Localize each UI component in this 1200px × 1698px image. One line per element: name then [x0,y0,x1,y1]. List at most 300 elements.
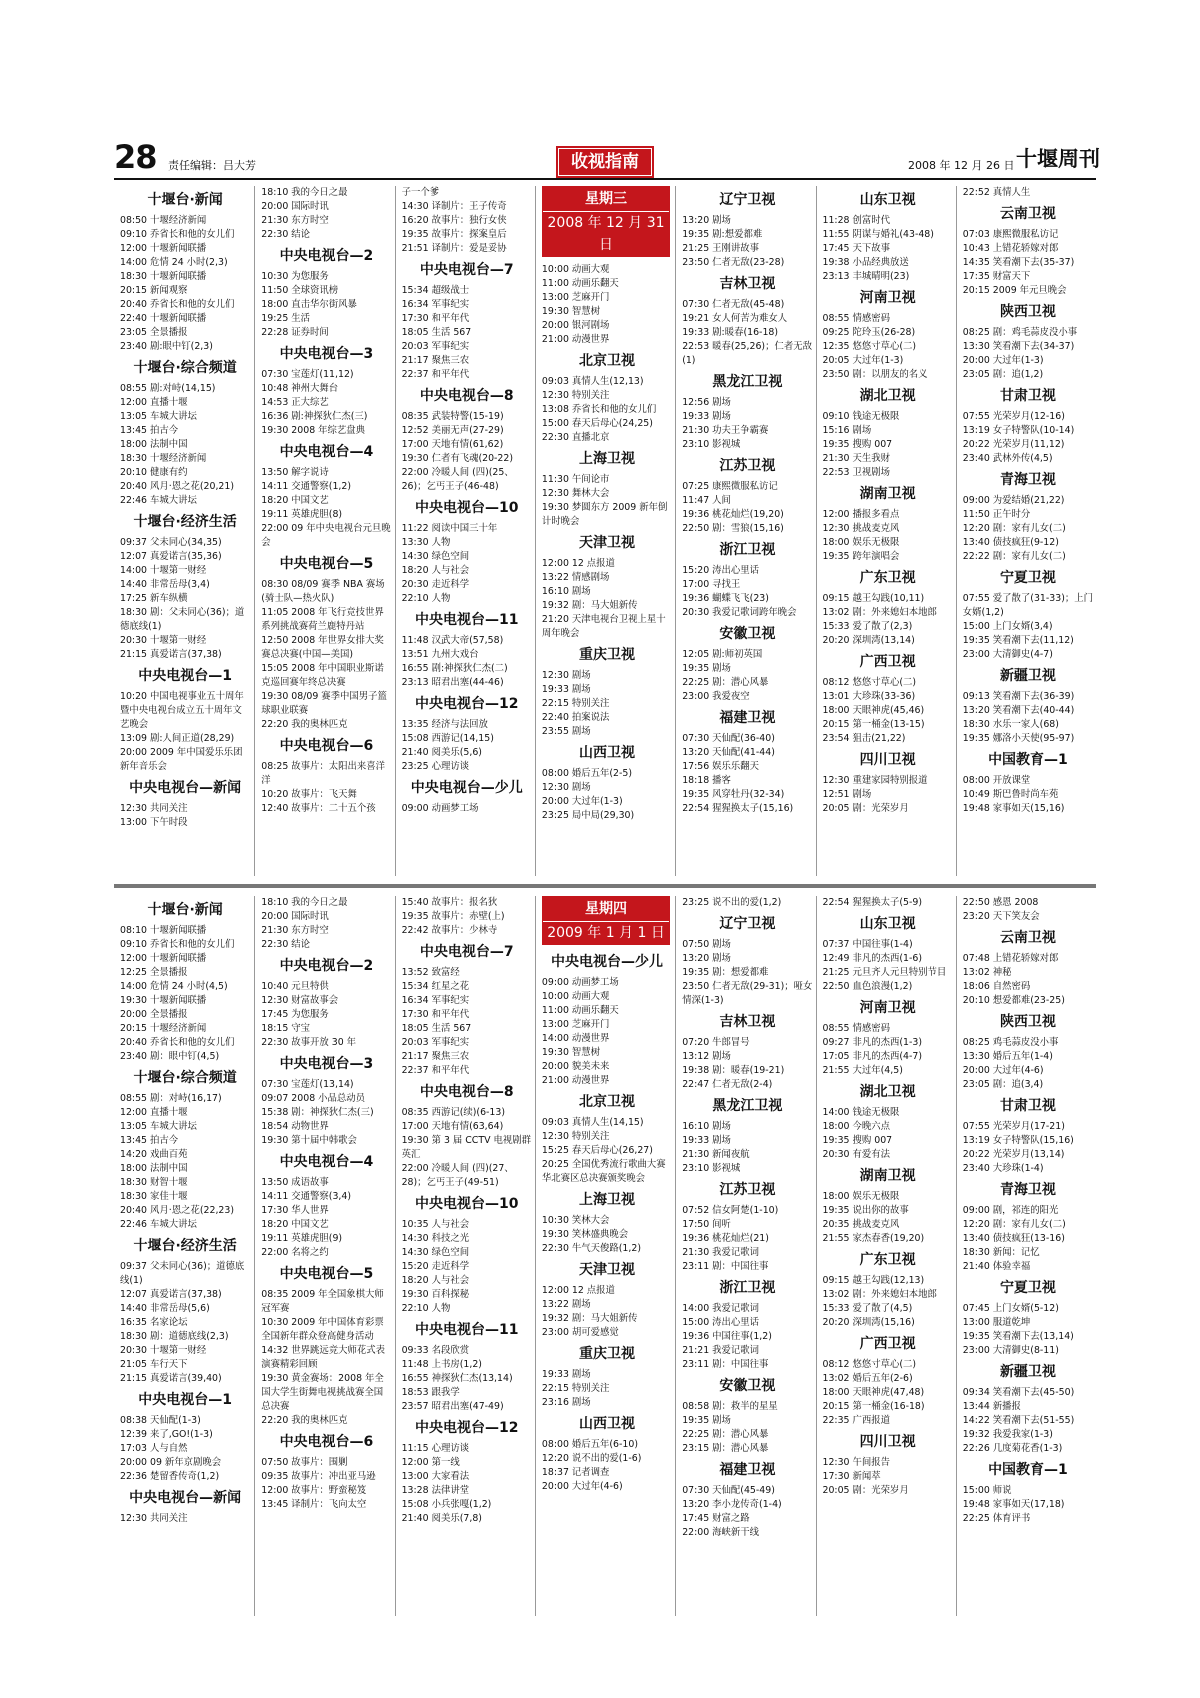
program-listing: 23:40 剧:眼中钉(2,3) [120,341,213,352]
program-listing: 18:54 动物世界 [261,1121,329,1132]
program-listing: 09:34 笑看潮下去(45-50) [962,1387,1075,1398]
program-listing: 20:20 深圳湾(13,14) [822,635,915,646]
program-listing: 18:00 今晚六点 [822,1121,890,1132]
schedule-section-thursday [114,896,1096,1616]
program-listing: 17:00 天地有情(63,64) [401,1121,504,1132]
channel-heading: 辽宁卫视 [719,916,776,932]
program-listing: 23:57 昭君出塞(47-49) [401,1401,504,1412]
program-listing: 13:19 女子特警队(10-14) [962,425,1075,436]
program-listing: 23:00 胡可爱感觉 [541,1327,619,1338]
program-listing: 19:36 桃花灿烂(21) [682,1233,769,1244]
program-listing: 19:33 剧:暖春(16-18) [682,327,779,338]
channel-heading: 中央电视台—12 [415,696,519,712]
program-listing: 19:48 家事如天(15,16) [962,803,1065,814]
program-listing: 07:30 仁者无敌(45-48) [682,299,785,310]
program-listing: 09:37 父未同心(36)；道德底线(1) [120,1261,245,1286]
program-listing: 23:05 全景播报 [120,327,188,338]
program-listing: 11:28 创富时代 [822,215,890,226]
program-listing: 21:55 大过年(4,5) [822,1065,903,1076]
program-listing: 13:05 车城大讲坛 [120,1121,197,1132]
channel-heading: 湖北卫视 [859,1084,916,1100]
program-listing: 22:37 和平年代 [401,369,470,380]
program-listing: 12:00 十堰新闻联播 [120,953,207,964]
program-listing: 19:35 搜购 007 [822,439,893,450]
schedule-column [816,896,953,1616]
program-listing: 15:38 剧：神探狄仁杰(三) [261,1107,374,1118]
program-listing: 23:54 狙击(21,22) [822,733,906,744]
program-listing: 23:11 剧：中国往事 [682,1359,769,1370]
program-listing: 18:30 十堰新闻联播 [120,271,207,282]
program-listing: 07:37 中国往事(1-4) [822,939,913,950]
program-listing: 19:35 剧场 [682,1415,731,1426]
program-listing: 22:00 冷暖人间 (四)(27、28)；乞丐王子(49-51) [401,1163,514,1188]
program-listing: 23:20 天下笑友会 [962,911,1040,922]
program-listing: 13:00 芝麻开门 [541,1019,610,1030]
program-listing: 08:00 婚后五年(6-10) [541,1439,638,1450]
program-listing: 19:35 剧:想爱都难 [682,229,763,240]
program-listing: 12:30 剧场 [541,782,591,793]
program-listing: 10:00 动画大观 [541,264,610,275]
program-listing: 23:50 剧：以朋友的名义 [822,369,928,380]
channel-heading: 北京卫视 [579,353,636,369]
program-listing: 15:16 剧场 [822,425,872,436]
program-listing: 17:35 财富天下 [962,271,1031,282]
program-listing: 23:11 剧：中国往事 [682,1261,769,1272]
channel-heading: 广东卫视 [859,570,916,586]
program-listing: 21:25 王刚讲故事 [682,243,760,254]
program-listing: 19:21 女人何苦为难女人 [682,313,788,324]
program-listing: 07:50 剧场 [682,939,731,950]
program-listing: 07:45 上门女婿(5-12) [962,1303,1059,1314]
schedule-column [956,896,1093,1616]
channel-heading: 福建卫视 [719,1462,776,1478]
program-listing: 19:32 剧：马大姐新传 [541,1313,638,1324]
program-listing: 18:20 中国文艺 [261,495,329,506]
program-listing: 14:00 危情 24 小时(2,3) [120,257,228,268]
page-number: 28 [114,138,157,176]
program-listing: 19:30 第十届中韩歌会 [261,1135,357,1146]
program-listing: 14:30 绿色空间 [401,551,470,562]
program-listing: 12:30 午间报告 [822,1457,890,1468]
program-listing: 09:10 钱途无极限 [822,411,900,422]
channel-heading: 中央电视台—1 [138,1392,233,1408]
program-listing: 13:45 拍古今 [120,1135,179,1146]
program-listing: 12:00 直播十堰 [120,397,188,408]
program-listing: 07:03 康熙微服私访记 [962,229,1059,240]
channel-heading: 中央电视台—4 [279,1154,374,1170]
program-listing: 14:40 非常岳母(5,6) [120,1303,210,1314]
program-listing: 22:20 我的奥林匹克 [261,719,348,730]
channel-heading: 重庆卫视 [579,1346,636,1362]
program-listing: 15:08 小兵张嘎(1,2) [401,1499,492,1510]
program-listing: 12:30 舞林大会 [541,488,610,499]
program-listing: 16:36 剧:神探狄仁杰(三) [261,411,368,422]
program-listing: 15:25 春天后母心(26,27) [541,1145,653,1156]
program-listing: 09:15 越王勾践(12,13) [822,1275,925,1286]
program-listing: 22:00 09 年中央电视台元旦晚会 [261,523,391,548]
program-listing: 12:52 美丽无声(27-29) [401,425,504,436]
channel-heading: 安徽卫视 [719,1378,776,1394]
program-listing: 09:27 非凡的杰西(1-3) [822,1037,922,1048]
channel-heading: 湖南卫视 [859,486,916,502]
editor-credit: 责任编辑：吕大芳 [168,159,256,172]
program-listing: 18:20 人与社会 [401,1275,470,1286]
channel-heading: 甘肃卫视 [999,388,1056,404]
channel-heading: 云南卫视 [999,206,1056,222]
program-listing: 21:40 体验幸福 [962,1261,1031,1272]
program-listing: 22:50 剧：雪狼(15,16) [682,523,784,534]
program-listing: 13:00 大家看法 [401,1471,470,1482]
program-listing: 14:20 戏曲百苑 [120,1149,188,1160]
program-listing: 20:00 大过年(4-6) [962,1065,1044,1076]
program-listing: 12:30 挑战麦克风 [822,523,900,534]
program-listing: 14:11 交通警察(1,2) [261,481,352,492]
channel-heading: 中央电视台—6 [279,1434,374,1450]
program-listing: 13:44 新播报 [962,1401,1021,1412]
program-listing: 17:00 天地有情(61,62) [401,439,504,450]
program-listing: 11:48 汉武大帝(57,58) [401,635,504,646]
program-listing: 13:22 情感剧场 [541,572,610,583]
program-listing: 18:30 剧：父未同心(36)；道德底线(1) [120,607,245,632]
program-listing: 07:52 信女阿楚(1-10) [682,1205,779,1216]
program-listing: 14:53 正大综艺 [261,397,329,408]
schedule-column [535,186,672,876]
program-listing: 22:47 仁者无敌(2-4) [682,1079,773,1090]
program-listing: 09:37 父未同心(34,35) [120,537,222,548]
program-listing: 11:55 阴谋与婚礼(43-48) [822,229,934,240]
program-listing: 21:15 真爱诺言(37,38) [120,649,222,660]
program-listing: 10:30 为您服务 [261,271,329,282]
program-listing: 21:30 天生我财 [822,453,890,464]
channel-heading: 福建卫视 [719,710,776,726]
schedule-section-wednesday [114,186,1096,876]
program-listing: 13:22 剧场 [541,1299,591,1310]
channel-heading: 山东卫视 [859,192,916,208]
channel-heading: 广西卫视 [859,654,916,670]
program-listing: 13:28 法律讲堂 [401,1485,470,1496]
program-listing: 12:50 2008 年世界女排大奖赛总决赛(中国—美国) [261,635,384,660]
program-listing: 18:37 记者调查 [541,1467,610,1478]
program-listing: 12:30 重建家园特别报道 [822,775,928,786]
program-listing: 10:49 斯巴鲁时尚车苑 [962,789,1059,800]
program-listing: 13:40 债技疯狂(13-16) [962,1233,1065,1244]
program-listing: 17:30 和平年代 [401,1009,470,1020]
program-listing: 16:34 军事纪实 [401,995,470,1006]
program-listing: 19:30 百科探秘 [401,1289,470,1300]
program-listing: 09:07 2008 小品总动员 [261,1093,366,1104]
program-listing: 07:30 宝莲灯(13,14) [261,1079,354,1090]
program-listing: 16:55 剧:神探狄仁杰(二) [401,663,508,674]
program-listing: 11:22 阅读中国三十年 [401,523,498,534]
program-listing: 13:02 剧：外来媳妇本地郎 [822,607,937,618]
channel-heading: 中央电视台—新闻 [129,780,242,796]
program-listing: 11:48 上书房(1,2) [401,1359,482,1370]
program-listing: 20:15 第一桶金(13-15) [822,719,925,730]
program-listing: 23:25 说不出的爱(1,2) [682,897,782,908]
program-listing: 16:55 神探狄仁杰(13,14) [401,1373,513,1384]
program-listing: 17:45 天下故事 [822,243,890,254]
program-listing: 23:25 心理访谈 [401,761,470,772]
program-listing: 13:02 神秘 [962,967,1012,978]
channel-heading: 中央电视台—5 [279,1266,374,1282]
program-listing: 13:45 拍古今 [120,425,179,436]
program-listing: 13:00 服道乾坤 [962,1317,1031,1328]
program-listing: 19:30 仁者有飞魂(20-22) [401,453,514,464]
program-listing: 18:30 剧：道德底线(2,3) [120,1331,229,1342]
program-listing: 13:08 乔省长和他的女儿们 [541,404,657,415]
program-listing: 09:35 故事片：冲出亚马逊 [261,1471,376,1482]
program-listing: 22:30 故事开放 30 年 [261,1037,357,1048]
program-listing: 09:00 剧，祁连的阳光 [962,1205,1059,1216]
program-listing: 22:46 车城大讲坛 [120,495,197,506]
program-listing: 16:10 剧场 [682,1121,731,1132]
program-listing: 13:45 译制片：飞向太空 [261,1499,367,1510]
program-listing: 07:55 光荣岁月(17-21) [962,1121,1065,1132]
program-listing: 09:15 越王勾践(10,11) [822,593,925,604]
program-listing: 20:22 光荣岁月(13,14) [962,1149,1065,1160]
program-listing: 12:20 说不出的爱(1-6) [541,1453,642,1464]
program-listing: 09:10 乔省长和他的女儿们 [120,939,235,950]
program-listing: 14:32 世界跳远竞大师花式表演赛精彩回顾 [261,1345,386,1370]
program-listing: 18:00 娱乐无极限 [822,537,900,548]
program-listing: 19:25 生活 [261,313,311,324]
channel-heading: 十堰台·新闻 [147,192,223,208]
program-listing: 12:49 非凡的杰西(1-6) [822,953,922,964]
program-listing: 15:20 涛出心里话 [682,565,760,576]
program-listing: 18:00 娱乐无极限 [822,1191,900,1202]
program-listing: 22:10 人物 [401,593,451,604]
program-listing: 17:45 财富之路 [682,1513,750,1524]
program-listing: 19:35 笑看潮下去(11,12) [962,635,1074,646]
program-listing: 21:21 我爱记歌词 [682,1345,760,1356]
program-listing: 20:30 有爱有法 [822,1149,890,1160]
program-listing: 19:38 小品经典放送 [822,257,909,268]
program-listing: 19:35 故事片：探案皇后 [401,229,507,240]
program-listing: 12:25 全景播报 [120,967,188,978]
channel-heading: 广东卫视 [859,1252,916,1268]
day-header-box [542,896,670,945]
program-listing: 19:33 剧场 [541,1369,591,1380]
program-listing: 12:30 特别关注 [541,1131,610,1142]
program-listing: 12:00 直播十堰 [120,1107,188,1118]
channel-heading: 天津卫视 [579,1262,636,1278]
program-listing: 20:15 十堰经济新闻 [120,1023,207,1034]
schedule-column [956,186,1093,876]
program-listing: 12:07 真爱诺言(35,36) [120,551,222,562]
program-listing: 21:15 真爱诺言(39,40) [120,1373,222,1384]
paper-title: 十堰周刊 [1016,146,1100,171]
program-listing: 23:10 影视城 [682,1163,741,1174]
program-listing: 15:20 走近科学 [401,1261,470,1272]
program-listing: 11:30 午间论市 [541,474,610,485]
program-listing: 19:35 娜洛小天使(95-97) [962,733,1075,744]
program-listing: 08:12 悠悠寸草心(二) [822,677,917,688]
program-listing: 20:40 风月·恩之花(22,23) [120,1205,235,1216]
program-listing: 12:20 剧：家有儿女(二) [962,523,1066,534]
program-listing: 12:05 剧:师初英国 [682,649,763,660]
program-listing: 09:00 动画梦工场 [541,977,619,988]
program-listing: 22:25 剧：潜心风暴 [682,1429,769,1440]
day-date: 2009 年 1 月 1 日 [543,921,669,944]
program-listing: 20:00 09 新年京剧晚会 [120,1457,222,1468]
program-listing: 19:35 跨年演唱会 [822,551,900,562]
program-listing: 12:30 共同关注 [120,1513,188,1524]
program-listing: 20:20 深圳湾(15,16) [822,1317,915,1328]
channel-heading: 四川卫视 [859,752,916,768]
program-listing: 18:20 中国文艺 [261,1219,329,1230]
program-listing: 21:40 阅美乐(5,6) [401,747,482,758]
program-listing: 22:25 剧：潜心风暴 [682,677,769,688]
program-listing: 21:17 聚焦三农 [401,355,470,366]
program-listing: 08:55 情感密码 [822,1023,890,1034]
program-listing: 14:00 我爱记歌词 [682,1303,760,1314]
channel-heading: 黑龙江卫视 [712,374,783,390]
program-listing: 20:22 光荣岁月(11,12) [962,439,1065,450]
channel-heading: 十堰台·综合频道 [133,360,237,376]
program-listing: 19:32 剧：马大姐新传 [541,600,638,611]
program-listing: 20:00 国际时讯 [261,201,329,212]
program-listing: 22:20 我的奥林匹克 [261,1415,348,1426]
program-listing: 19:36 蝴蝶飞飞(23) [682,593,769,604]
program-listing: 08:38 天仙配(1-3) [120,1415,201,1426]
channel-heading: 中央电视台—2 [279,248,374,264]
channel-heading: 青海卫视 [999,472,1056,488]
program-listing: 13:50 成语故事 [261,1177,329,1188]
schedule-column [675,896,812,1616]
channel-heading: 宁夏卫视 [999,1280,1056,1296]
issue-date: 2008 年 12 月 26 日 [908,159,1015,172]
channel-heading: 重庆卫视 [579,647,636,663]
program-listing: 23:25 局中局(29,30) [541,810,635,821]
program-listing: 18:00 法制中国 [120,439,188,450]
program-listing: 10:48 神州大舞台 [261,383,339,394]
program-listing: 09:33 名段欣赏 [401,1345,470,1356]
program-listing: 17:30 华人世界 [261,1205,329,1216]
channel-heading: 中央电视台—少儿 [410,780,523,796]
program-listing: 09:00 为爱结婚(21,22) [962,495,1065,506]
schedule-column [675,186,812,876]
channel-heading: 中央电视台—7 [419,262,514,278]
program-listing: 18:20 人与社会 [401,565,470,576]
program-listing: 21:00 动漫世界 [541,334,610,345]
schedule-column [535,896,672,1616]
program-listing: 23:13 丰城晴明(23) [822,271,910,282]
schedule-column [816,186,953,876]
program-listing: 23:05 剧：追(3,4) [962,1079,1044,1090]
program-listing: 09:13 笑看潮下去(36-39) [962,691,1075,702]
program-listing: 20:25 全国优秀流行歌曲大赛华北赛区总决赛颁奖晚会 [541,1159,666,1184]
program-listing: 19:35 说出你的故事 [822,1205,909,1216]
program-listing: 14:30 译制片：王子传奇 [401,201,507,212]
program-listing: 08:00 开放课堂 [962,775,1031,786]
program-listing: 23:13 昭君出塞(44-46) [401,677,504,688]
program-listing: 07:30 宝莲灯(11,12) [261,369,354,380]
program-listing: 20:30 我爱记歌词跨年晚会 [682,607,797,618]
program-listing: 20:05 剧：光荣岁月 [822,803,909,814]
program-listing: 15:00 上门女婿(3,4) [962,621,1053,632]
program-listing: 18:00 天眼神虎(45,46) [822,705,925,716]
channel-heading: 十堰台·经济生活 [133,514,237,530]
channel-heading: 十堰台·综合频道 [133,1070,237,1086]
program-listing: 10:30 2009 年中国体育彩票全国新年群众登高健身活动 [261,1317,384,1342]
program-listing: 13:51 九州大戏台 [401,649,479,660]
program-listing: 20:05 剧：光荣岁月 [822,1485,909,1496]
program-listing: 12:00 12 点报道 [541,1285,615,1296]
program-listing: 15:00 师说 [962,1485,1012,1496]
section-divider [114,884,1096,888]
program-listing: 21:30 东方时空 [261,215,329,226]
program-listing: 22:15 特别关注 [541,698,610,709]
program-listing: 22:30 牛气天俊路(1,2) [541,1243,641,1254]
program-listing: 11:50 全球资讯榜 [261,285,339,296]
program-listing: 16:35 名家论坛 [120,1317,188,1328]
program-listing: 18:30 家佳十堰 [120,1191,188,1202]
program-listing: 14:00 危情 24 小时(4,5) [120,981,228,992]
program-listing: 18:10 我的今日之最 [261,897,348,908]
program-listing: 08:25 剧：鸡毛蒜皮没小事 [962,327,1078,338]
program-listing: 22:22 剧：家有儿女(二) [962,551,1066,562]
program-listing: 17:30 新闻萃 [822,1471,881,1482]
program-listing: 17:50 间听 [682,1219,731,1230]
schedule-column [254,186,391,876]
program-listing: 20:05 大过年(1-3) [822,355,904,366]
program-listing: 10:20 故事片：飞天舞 [261,789,357,800]
program-listing: 22:00 海峡新干线 [682,1527,760,1538]
program-listing: 13:40 债技疯狂(9-12) [962,537,1059,548]
program-listing: 11:47 人间 [682,495,731,506]
program-listing: 22:30 直播北京 [541,432,610,443]
channel-heading: 中央电视台—新闻 [129,1490,242,1506]
program-listing: 21:55 家杰春香(19,20) [822,1233,925,1244]
program-listing: 20:00 银河剧场 [541,320,610,331]
program-listing: 19:30 十堰新闻联播 [120,995,207,1006]
program-listing: 15:08 西游记(14,15) [401,733,494,744]
channel-heading: 云南卫视 [999,930,1056,946]
program-listing: 20:00 大过年(1-3) [541,796,623,807]
program-listing: 19:30 第 3 届 CCTV 电视剧群英汇 [401,1135,531,1160]
program-listing: 10:35 人与社会 [401,1219,470,1230]
channel-heading: 山西卫视 [579,1416,636,1432]
program-listing: 23:40 剧：眼中钉(4,5) [120,1051,220,1062]
schedule-column [395,186,532,876]
program-listing: 09:00 动画梦工场 [401,803,479,814]
program-listing: 08:50 十堰经济新闻 [120,215,207,226]
program-listing: 18:00 天眼神虎(47,48) [822,1387,925,1398]
program-listing: 10:00 动画大观 [541,991,610,1002]
program-listing: 20:40 乔省长和他的女儿们 [120,299,235,310]
program-listing: 15:34 红星之花 [401,981,470,992]
program-listing: 22:40 拍案说法 [541,712,610,723]
program-listing: 23:10 影视城 [682,439,741,450]
program-listing: 18:15 守宝 [261,1023,311,1034]
program-listing: 14:40 非常岳母(3,4) [120,579,210,590]
program-listing: 08:00 婚后五年(2-5) [541,768,633,779]
schedule-column [395,896,532,1616]
program-listing: 19:30 智慧树 [541,306,601,317]
program-listing: 15:40 故事片：报名狄 [401,897,498,908]
program-listing: 20:03 军事纪实 [401,341,470,352]
program-listing: 20:10 健康有约 [120,467,188,478]
day-header-box [542,186,670,257]
program-listing: 20:00 大过年(4-6) [541,1481,623,1492]
channel-heading: 湖南卫视 [859,1168,916,1184]
program-listing: 22:54 猩猩换太子(15,16) [682,803,794,814]
program-listing: 19:11 英雄虎胆(8) [261,509,343,520]
program-listing: 08:35 武装特警(15-19) [401,411,504,422]
program-listing: 08:35 西游记(续)(6-13) [401,1107,505,1118]
program-listing: 23:40 武林外传(4,5) [962,453,1053,464]
program-listing: 22:50 血色浪漫(1,2) [822,981,913,992]
